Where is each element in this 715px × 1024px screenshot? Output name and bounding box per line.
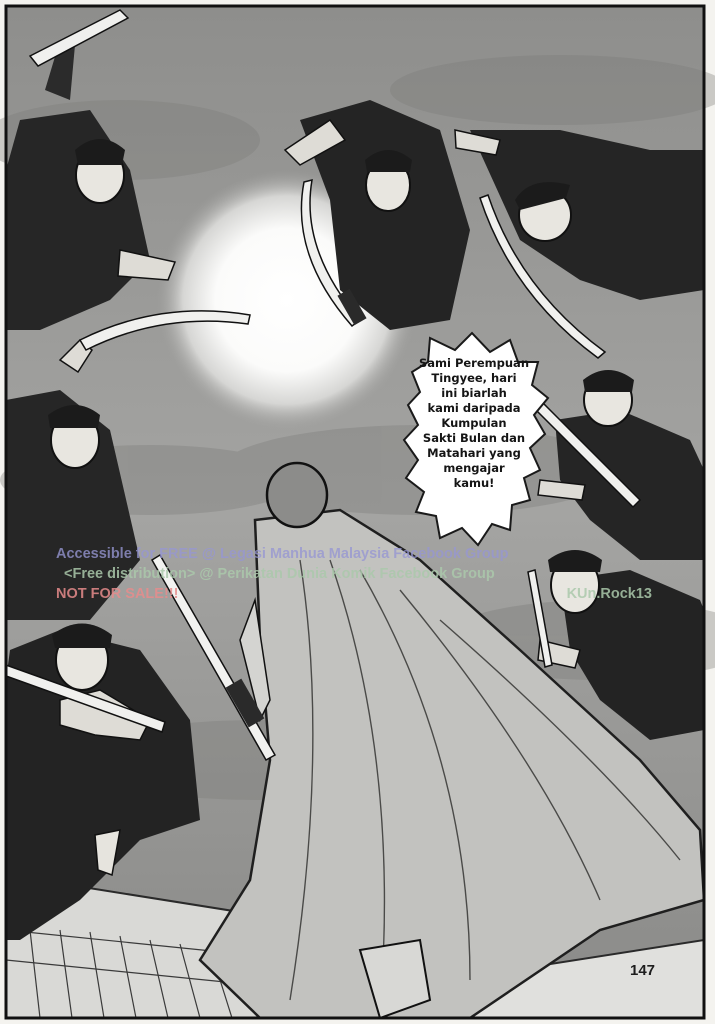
- bubble-line: Tingyee, hari: [431, 371, 517, 385]
- watermark-line-1: Accessible for FREE @ Legasi Manhua Malaysia Facebook Group: [56, 546, 509, 562]
- bubble-line: Matahari yang: [427, 446, 521, 460]
- watermark-line-3: NOT FOR SALE!!!: [56, 586, 179, 602]
- speech-bubble-text: [414, 356, 534, 491]
- bubble-line: Sakti Bulan dan: [422, 431, 526, 445]
- bubble-line: kamu!: [453, 476, 495, 490]
- bubble-line: kami daripada: [427, 401, 521, 415]
- bubble-line: mengajar: [443, 461, 505, 475]
- bubble-line: Sami Perempuan: [418, 356, 530, 370]
- bubble-line: ini biarlah: [441, 386, 507, 400]
- page-number: 147: [630, 962, 656, 979]
- watermark-line-2: <Free distribution> @ Perikatan Dunia Komik Facebook Group: [64, 566, 495, 582]
- bubble-line: Kumpulan: [441, 416, 507, 430]
- watermark-credit: KUn.Rock13: [566, 586, 652, 602]
- watermark: [56, 544, 666, 604]
